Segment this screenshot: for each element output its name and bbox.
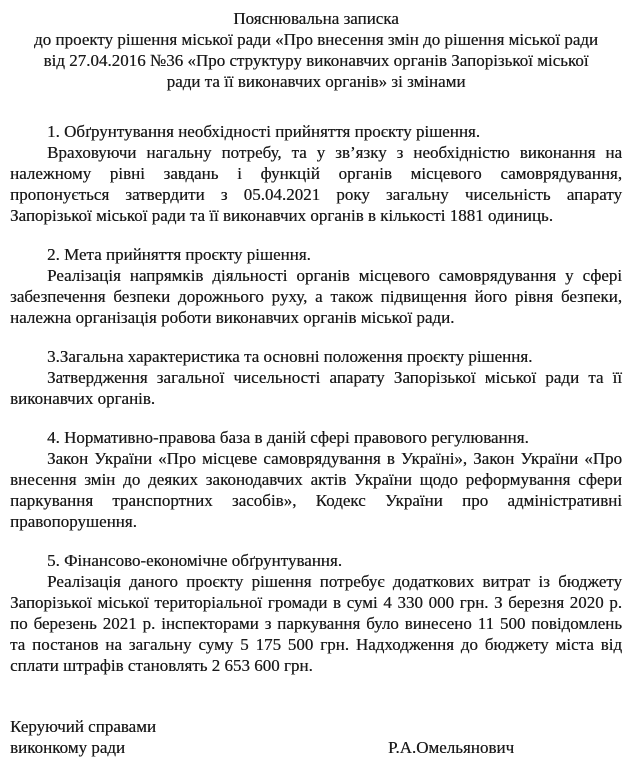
title-line-3: від 27.04.2016 №36 «Про структуру виконавчих органів Запорізької міської <box>43 51 589 70</box>
title-line-4: ради та її виконавчих органів» зі змінами <box>166 72 466 91</box>
signature-position-line-2: виконкому ради <box>10 738 125 757</box>
section-1-paragraph: Враховуючи нагальну потребу, та у зв’язку з необхідністю виконання на належному рівні завдань і функцій органів місцевого самоврядування, пропонується затвердити з 05.04.2021 року загальну чисельність апарату Запорізької міської ради та її виконавчих органів в кількості 1881 одиниць. <box>10 143 622 225</box>
signature-name: Р.А.Омельянович <box>387 738 514 757</box>
section-2-heading: 2. Мета прийняття проєкту рішення. <box>47 245 311 264</box>
section-2-purpose <box>10 244 622 328</box>
section-2-paragraph: Реалізація напрямків діяльності органів місцевого самоврядування у сфері забезпечення безпеки дорожнього руху, а також підвищення його рівня безпеки, належна організація роботи виконавчих органів міської ради. <box>10 266 622 327</box>
signature-position-line-1: Керуючий справами <box>10 717 156 736</box>
section-3-paragraph: Затвердження загальної чисельності апарату Запорізької міської ради та її виконавчих органів. <box>10 368 622 408</box>
section-1-justification <box>10 121 622 226</box>
title-line-2: до проекту рішення міської ради «Про внесення змін до рішення міської ради <box>33 30 598 49</box>
section-4-paragraph: Закон України «Про місцеве самоврядування в Україні», Закон України «Про внесення змін до деяких законодавчих актів України щодо реформування сфери паркування транспортних засобів», Кодекс України про адміністративні правопорушення. <box>10 449 622 531</box>
section-5-paragraph: Реалізація даного проєкту рішення потребує додаткових витрат із бюджету Запорізької міської територіальної громади в сумі 4 330 000 грн. З березня 2020 р. по березень 2021 р. інспекторами з паркування було винесено 11 500 повідомлень та постанов на загальну суму 5 175 500 грн. Надходження до бюджету міста від сплати штрафів становлять 2 653 600 грн. <box>10 572 622 675</box>
title-line-1: Пояснювальна записка <box>233 9 399 28</box>
signature-position <box>10 716 156 758</box>
section-5-financial <box>10 550 622 676</box>
section-3-heading: 3.Загальна характеристика та основні положення проєкту рішення. <box>47 347 533 366</box>
signature-block <box>10 716 622 758</box>
section-4-heading: 4. Нормативно-правова база в даній сфері правового регулювання. <box>47 428 529 447</box>
section-5-heading: 5. Фінансово-економічне обґрунтування. <box>47 551 342 570</box>
section-3-characteristics <box>10 346 622 409</box>
document-title <box>10 8 622 92</box>
section-4-legal-base <box>10 427 622 532</box>
section-1-heading: 1. Обґрунтування необхідності прийняття проєкту рішення. <box>47 122 480 141</box>
